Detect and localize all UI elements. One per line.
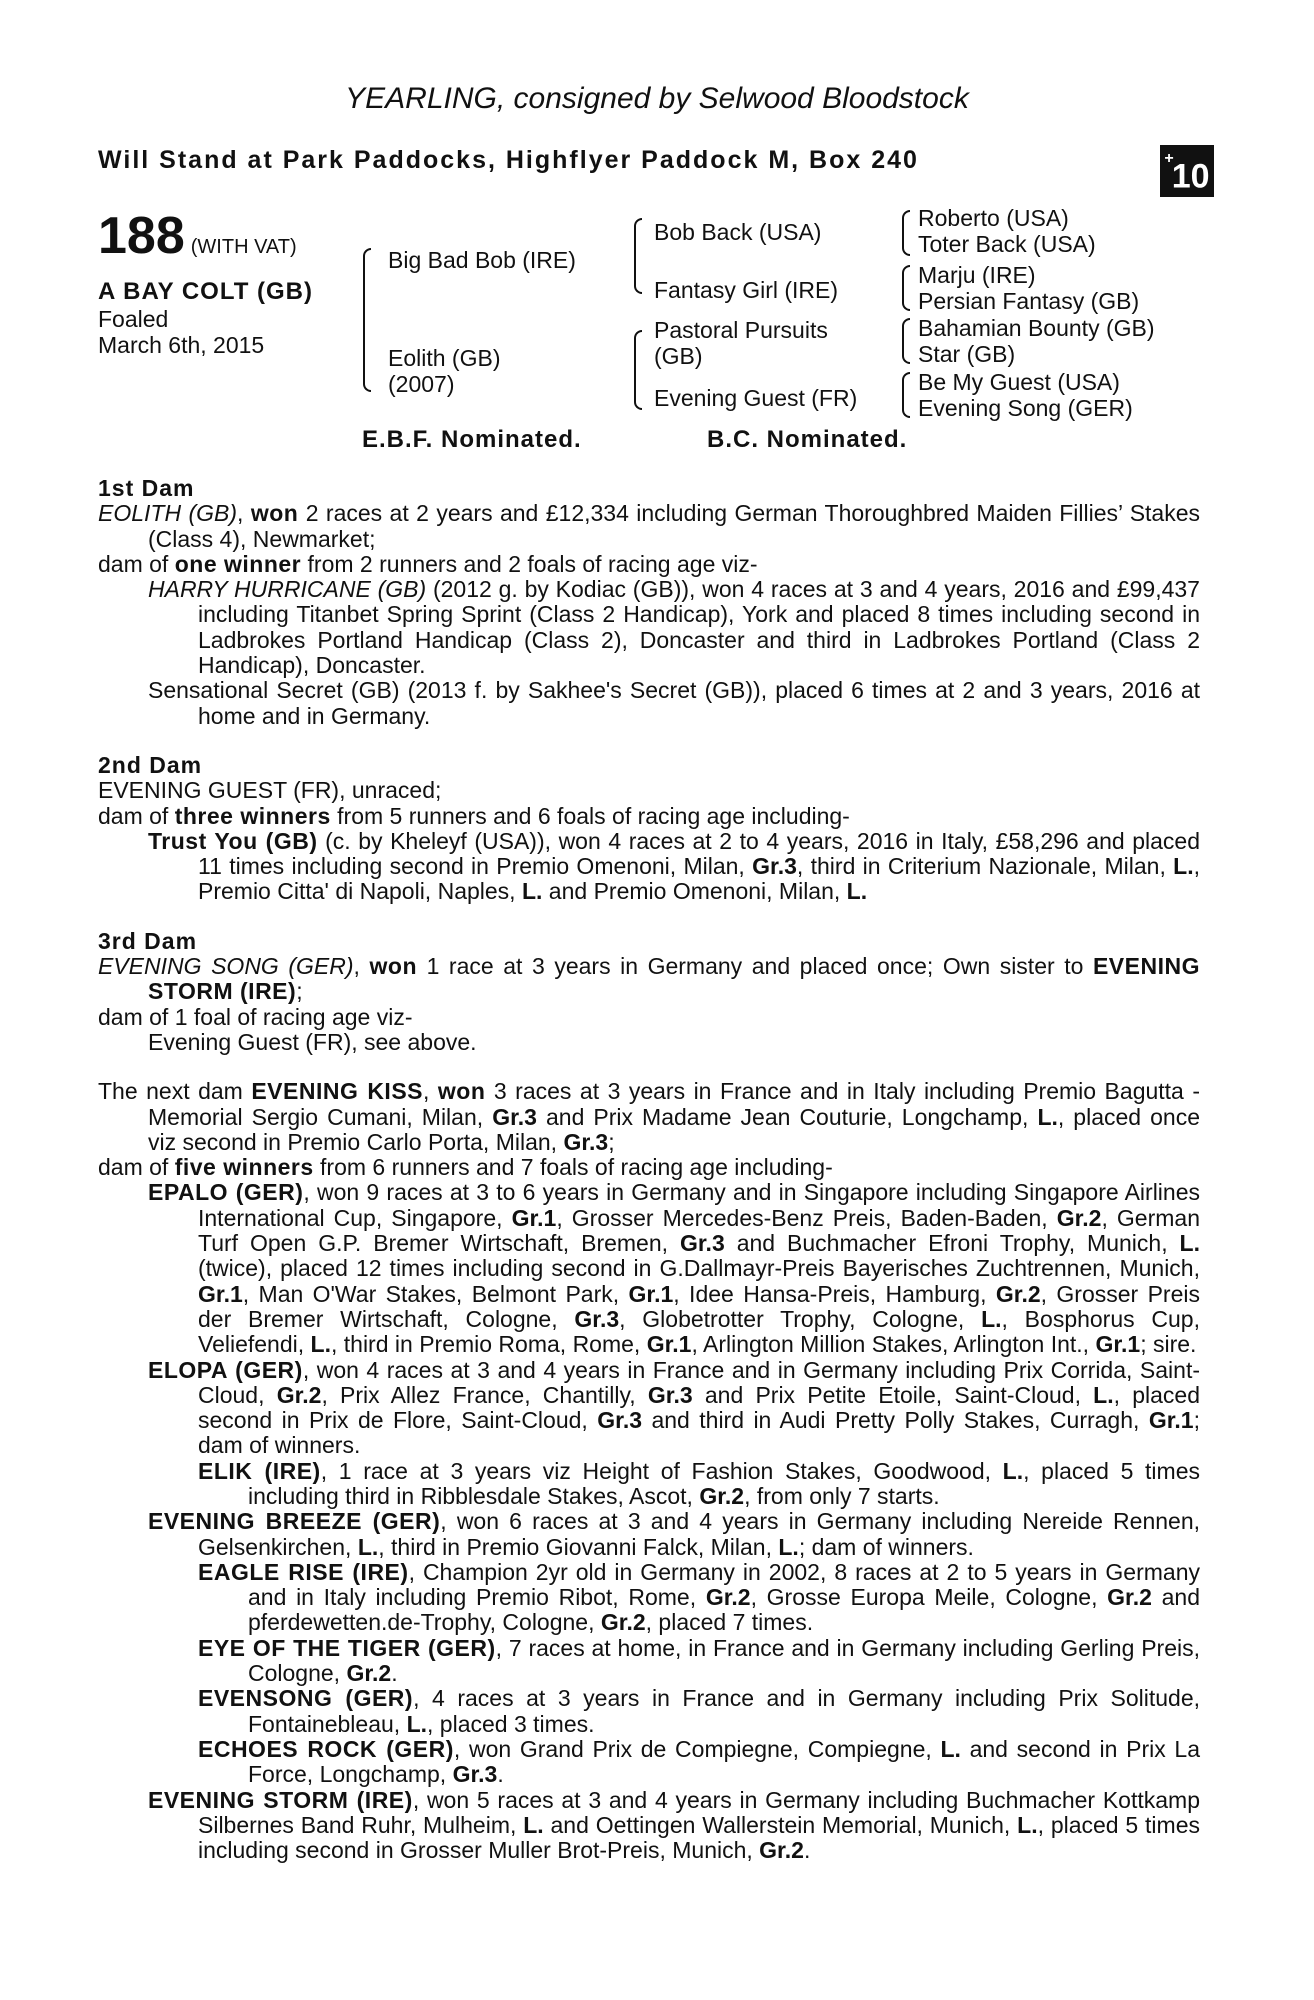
brace	[902, 210, 910, 256]
ggd-2: Persian Fantasy (GB)	[918, 288, 1140, 314]
ggd-4: Evening Song (GER)	[918, 395, 1133, 421]
produce-entry: EAGLE RISE (IRE), Champion 2yr old in Germany in 2002, 8 races at 2 to 5 years in Germany and in Italy including Premio Ribot, Rome, Gr.2, Grosse Europa Meile, Cologne, Gr.2 and pferdewetten.de-Trophy, Cologne, Gr.2, placed 7 times.	[198, 1558, 1201, 1636]
ebf-nominated: E.B.F. Nominated.	[362, 426, 582, 453]
dam3-record: EVENING SONG (GER), won 1 race at 3 years in Germany and placed once; Own sister to EVENING STORM (IRE);	[98, 953, 1200, 1005]
dam2-record: EVENING GUEST (FR), unraced;	[98, 777, 442, 804]
produce-entry: EVENING BREEZE (GER), won 6 races at 3 and 4 years in Germany including Nereide Rennen, Gelsenkirchen, L., third in Premio Giovanni Falck, Milan, L.; dam of winners.	[148, 1508, 1200, 1560]
header-title: YEARLING, consigned by Selwood Bloodstock	[345, 82, 969, 115]
dam-sire-country: (GB)	[654, 343, 703, 369]
dam1-produce: dam of one winner from 2 runners and 2 foals of racing age viz-	[98, 550, 758, 577]
dam-year: (2007)	[388, 371, 455, 397]
ggs-1: Roberto (USA)	[918, 205, 1069, 231]
produce-entry: EVENING STORM (IRE), won 5 races at 3 and 4 years in Germany including Buchmacher Kottkamp Silbernes Band Ruhr, Mulheim, L. and Oettingen Wallerstein Memorial, Munich, L., placed 5 times including second in Grosser Muller Brot-Preis, Munich, Gr.2.	[148, 1786, 1200, 1864]
produce-entry: Sensational Secret (GB) (2013 f. by Sakhee's Secret (GB)), placed 6 times at 2 and 3 years, 2016 at home and in Germany.	[148, 677, 1200, 729]
brace	[902, 372, 910, 418]
ggs-3: Bahamian Bounty (GB)	[918, 315, 1155, 341]
ggs-2: Marju (IRE)	[918, 262, 1036, 288]
brace	[634, 330, 642, 410]
section-heading: 3rd Dam	[98, 927, 198, 954]
produce-entry: EVENSONG (GER), 4 races at 3 years in France and in Germany including Prix Solitude, Fontainebleau, L., placed 3 times.	[198, 1685, 1200, 1737]
produce-entry: ELIK (IRE), 1 race at 3 years viz Height of Fashion Stakes, Goodwood, L., placed 5 times including third in Ribblesdale Stakes, Ascot, Gr.2, from only 7 starts.	[198, 1457, 1200, 1509]
dam1-record: EOLITH (GB), won 2 races at 2 years and £12,334 including German Thoroughbred Maiden Fillies’ Stakes (Class 4), Newmarket;	[98, 500, 1201, 552]
foaled-date: March 6th, 2015	[98, 332, 265, 358]
produce-entry: ELOPA (GER), won 4 races at 3 and 4 years in France and in Germany including Prix Corrida, Saint-Cloud, Gr.2, Prix Allez France, Chantilly, Gr.3 and Prix Petite Etoile, Saint-Cloud, L., placed second in Prix de Flore, Saint-Cloud, Gr.3 and third in Audi Pretty Polly Stakes, Curragh, Gr.1; dam of winners.	[148, 1356, 1200, 1459]
lot-badge: +10	[1160, 145, 1214, 197]
vat-note: (WITH VAT)	[190, 236, 297, 258]
dam2-produce: dam of three winners from 5 runners and 6 foals of racing age including-	[98, 802, 850, 829]
brace	[363, 248, 371, 392]
section-heading: 1st Dam	[98, 475, 195, 501]
sire-dam: Fantasy Girl (IRE)	[654, 277, 839, 303]
section-heading: 2nd Dam	[98, 751, 203, 778]
lot-number: 188	[98, 207, 185, 265]
dam-sire: Pastoral Pursuits	[654, 317, 828, 343]
bc-nominated: B.C. Nominated.	[707, 426, 908, 453]
dam3-produce: dam of 1 foal of racing age viz-	[98, 1003, 413, 1030]
foaled-label: Foaled	[98, 306, 169, 332]
produce-entry: HARRY HURRICANE (GB) (2012 g. by Kodiac (GB)), won 4 races at 3 and 4 years, 2016 and £99,437 including Titanbet Spring Sprint (Class 2 Handicap), York and placed 8 times including second in Ladbrokes Portland Handicap (Class 2), Doncaster and third in Ladbrokes Portland (Class 2 Handicap), Doncaster.	[148, 576, 1200, 679]
ggd-3: Star (GB)	[918, 341, 1016, 367]
brace	[634, 218, 642, 294]
produce-entry: Trust You (GB) (c. by Kheleyf (USA)), won 4 races at 2 to 4 years, 2016 in Italy, £58,296 and placed 11 times including second in Premio Omenoni, Milan, Gr.3, third in Criterium Nazionale, Milan, L., Premio Citta' di Napoli, Naples, L. and Premio Omenoni, Milan, L.	[148, 827, 1201, 905]
next-dam-produce: dam of five winners from 6 runners and 7 foals of racing age including-	[98, 1154, 833, 1181]
brace	[902, 265, 910, 311]
produce-entry: ECHOES ROCK (GER), won Grand Prix de Compiegne, Compiegne, L. and second in Prix La Force, Longchamp, Gr.3.	[198, 1735, 1200, 1788]
dam: Eolith (GB)	[388, 345, 501, 371]
lot-description: A BAY COLT (GB)	[98, 278, 314, 305]
stand-location: Will Stand at Park Paddocks, Highflyer Paddock M, Box 240	[98, 146, 919, 174]
lot-number-block	[98, 206, 297, 266]
sire: Big Bad Bob (IRE)	[388, 247, 576, 273]
brace	[902, 318, 910, 364]
produce-entry: Evening Guest (FR), see above.	[148, 1028, 477, 1055]
dam-dam: Evening Guest (FR)	[654, 385, 858, 411]
sire-sire: Bob Back (USA)	[654, 219, 822, 245]
ggs-4: Be My Guest (USA)	[918, 369, 1120, 395]
produce-entry: EPALO (GER), won 9 races at 3 to 6 years in Germany and in Singapore including Singapore Airlines International Cup, Singapore, Gr.1, Grosser Mercedes-Benz Preis, Baden-Baden, Gr.2, German Turf Open G.P. Bremer Wirtschaft, Bremen, Gr.3 and Buchmacher Efroni Trophy, Munich, L. (twice), placed 12 times including second in G.Dallmayr-Preis Bayerisches Zuchtrennen, Munich, Gr.1, Man O'War Stakes, Belmont Park, Gr.1, Idee Hansa-Preis, Hamburg, Gr.2, Grosser Preis der Bremer Wirtschaft, Cologne, Gr.3, Globetrotter Trophy, Cologne, L., Bosphorus Cup, Veliefendi, L., third in Premio Roma, Rome, Gr.1, Arlington Million Stakes, Arlington Int., Gr.1; sire.	[148, 1179, 1200, 1358]
ggd-1: Toter Back (USA)	[918, 231, 1096, 257]
next-dam-record: The next dam EVENING KISS, won 3 races at 3 years in France and in Italy including Premio Bagutta - Memorial Sergio Cumani, Milan, Gr.3 and Prix Madame Jean Couturie, Longchamp, L., placed once viz second in Premio Carlo Porta, Milan, Gr.3;	[98, 1078, 1200, 1155]
produce-entry: EYE OF THE TIGER (GER), 7 races at home, in France and in Germany including Gerling Preis, Cologne, Gr.2.	[198, 1634, 1200, 1687]
pedigree-notes	[98, 476, 1200, 1863]
